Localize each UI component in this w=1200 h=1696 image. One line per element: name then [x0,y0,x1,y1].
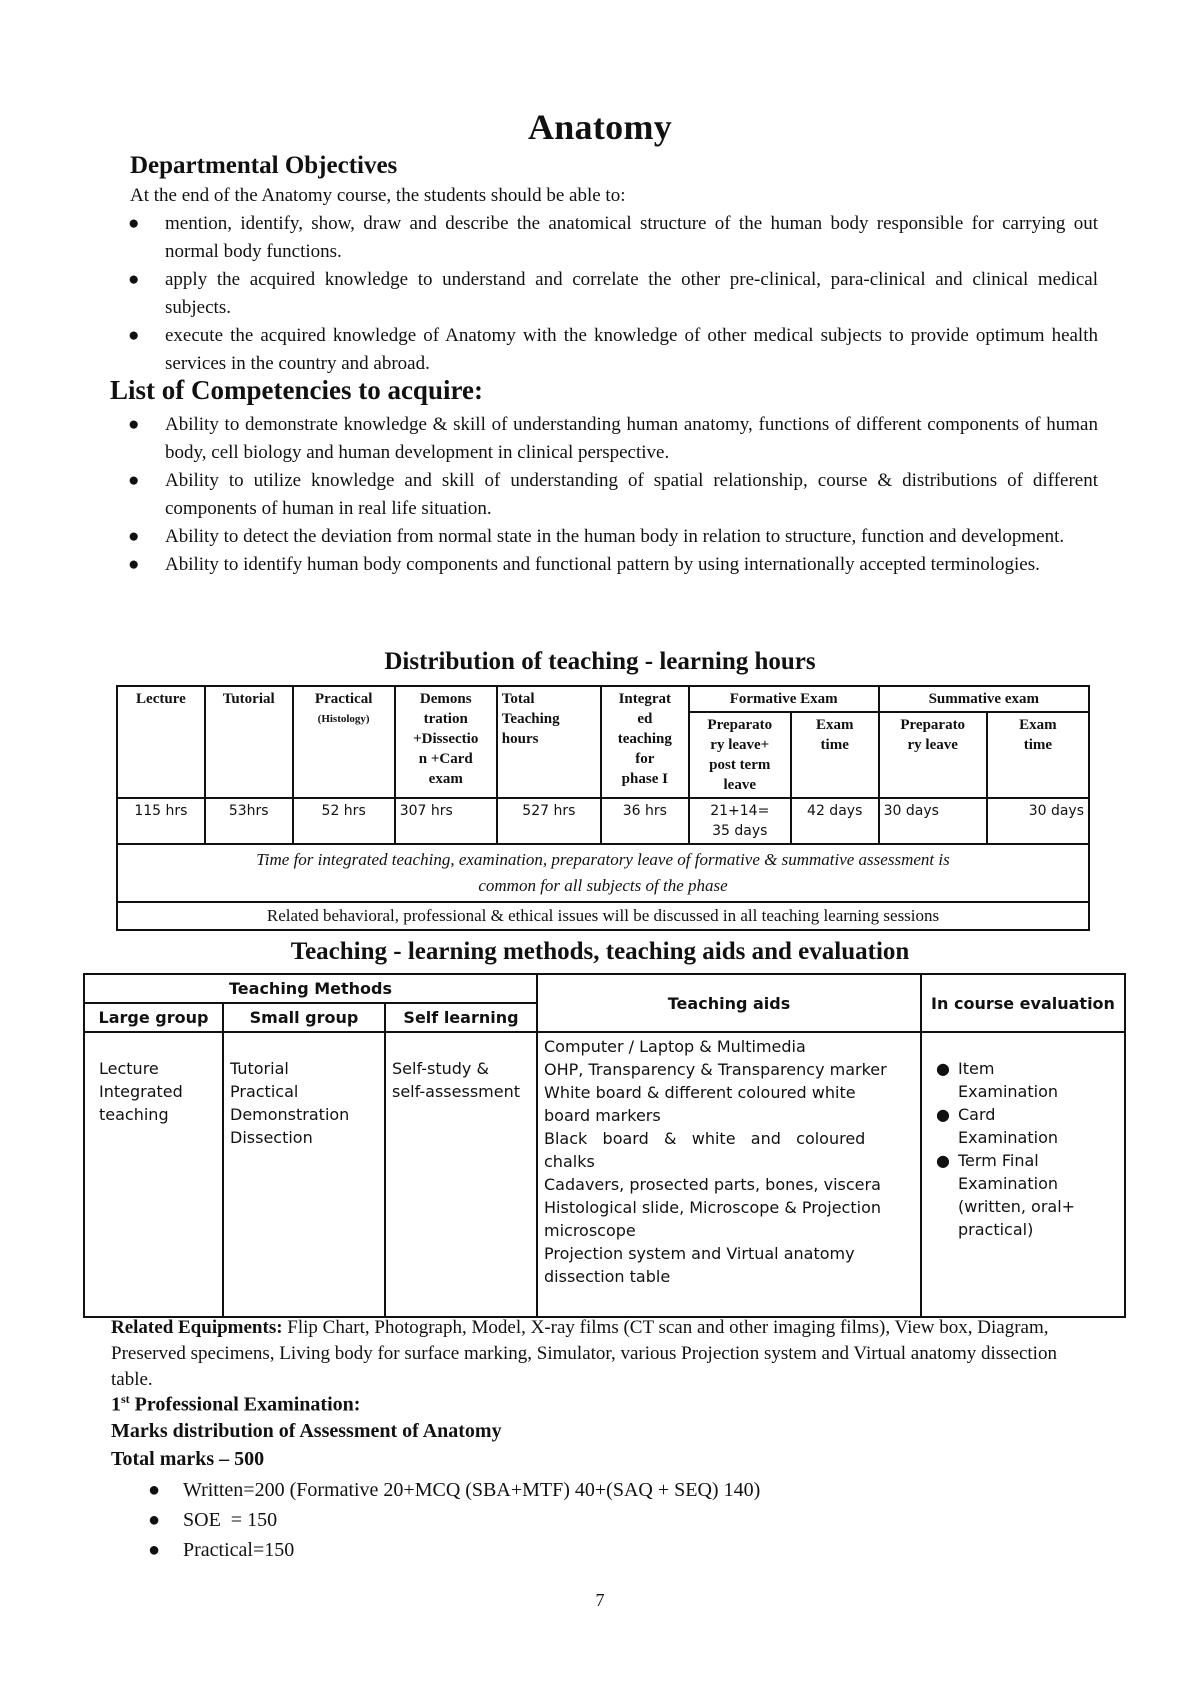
exam-heading: 1st Professional Examination: [111,1392,361,1416]
header-in-course-evaluation: In course evaluation [921,974,1125,1032]
objectives-list [128,210,1098,378]
marks-distribution-heading: Marks distribution of Assessment of Anatomy [111,1420,502,1442]
related-equipments [111,1315,1101,1393]
competencies-list [128,411,1098,579]
bullet-icon: ● [148,1509,161,1531]
header-formative-exam-time: Exam time [791,712,879,798]
cell-lecture: 115 hrs [117,798,205,844]
header-lecture: Lecture [117,686,205,798]
list-item: ● mention, identify, show, draw and describe the anatomical structure of the human body responsible for carrying out normal body functions. [128,210,1098,266]
competencies-heading: List of Competencies to acquire: [110,375,483,405]
bullet-icon: ● [936,1151,950,1170]
objectives-heading: Departmental Objectives [130,152,398,179]
bullet-icon: ● [128,325,140,346]
distribution-table [116,685,1090,931]
bullet-icon: ● [128,526,140,547]
list-item: ● execute the acquired knowledge of Anatomy with the knowledge of other medical subjects to provide optimum health services in the country and abroad. [128,322,1098,378]
bullet-icon: ● [128,554,140,575]
header-small-group: Small group [223,1003,385,1032]
objectives-intro: At the end of the Anatomy course, the students should be able to: [130,185,626,206]
cell-summative-exam: 30 days [987,798,1089,844]
header-practical: Practical (Histology) [293,686,395,798]
table-row [117,844,1089,902]
cell-large-group: Lecture Integrated teaching [84,1032,223,1317]
table-row [117,902,1089,930]
list-item: ● SOE = 150 [148,1505,760,1535]
list-item: ● Written=200 (Formative 20+MCQ (SBA+MTF) 40+(SAQ + SEQ) 140) [148,1475,760,1505]
cell-in-course-evaluation [921,1032,1125,1317]
header-summative-exam-time: Exam time [987,712,1089,798]
header-summative-prep: Preparato ry leave [879,712,987,798]
header-integrated: Integrat ed teaching for phase I [601,686,689,798]
equipments-text: Flip Chart, Photograph, Model, X-ray films (CT scan and other imaging films), View box, Diagram, Preserved specimens, Living body for surface marking, Simulator, various Projection system and Virtual anatomy dissection table. [111,1317,1057,1390]
bullet-icon: ● [128,414,140,435]
cell-teaching-aids: Computer / Laptop & Multimedia OHP, Transparency & Transparency marker White board & different coloured white board markers Black board & white and coloured chalks Cadavers, prosected parts, bones, viscera Histological slide, Microscope & Projection microscope Projection system and Virtual anatomy dissection table [537,1032,921,1317]
page-title: Anatomy [527,107,673,147]
header-summative-exam: Summative exam [879,686,1089,712]
list-item: ● Practical=150 [148,1535,760,1565]
header-formative-exam: Formative Exam [689,686,879,712]
total-marks-heading: Total marks – 500 [111,1448,265,1470]
list-item: ● Ability to detect the deviation from normal state in the human body in relation to structure, function and development. [128,523,1098,551]
marks-list [148,1475,760,1565]
header-formative-prep: Preparato ry leave+ post term leave [689,712,791,798]
header-large-group: Large group [84,1003,223,1032]
list-item: ● Card Examination [936,1105,1059,1147]
header-tutorial: Tutorial [205,686,293,798]
list-item: ● Term Final Examination (written, oral+ practical) [936,1151,1076,1239]
cell-small-group: Tutorial Practical Demonstration Dissection [223,1032,385,1317]
bullet-icon: ● [128,470,140,491]
header-teaching-aids: Teaching aids [537,974,921,1032]
methods-heading: Teaching - learning methods, teaching aids and evaluation [290,938,910,965]
cell-demonstration: 307 hrs [395,798,497,844]
bullet-icon: ● [128,213,140,234]
table-row [84,1032,1125,1317]
header-demonstration: Demons tration +Dissectio n +Card exam [395,686,497,798]
table-row [117,798,1089,844]
header-self-learning: Self learning [385,1003,537,1032]
list-item: ● Item Examination [936,1059,1059,1101]
header-teaching-methods: Teaching Methods [84,974,537,1003]
cell-integrated: 36 hrs [601,798,689,844]
page-number: 7 [595,1590,605,1610]
bullet-icon: ● [936,1059,950,1078]
bullet-icon: ● [148,1539,161,1561]
list-item: ● Ability to identify human body components and functional pattern by using internationally accepted terminologies. [128,551,1098,579]
cell-practical: 52 hrs [293,798,395,844]
bullet-icon: ● [128,269,140,290]
equipments-label: Related Equipments: [111,1317,283,1338]
bullet-icon: ● [936,1105,950,1124]
cell-summative-prep: 30 days [879,798,987,844]
methods-table [83,973,1126,1318]
header-total-hours: Total Teaching hours [497,686,601,798]
list-item: ● apply the acquired knowledge to understand and correlate the other pre-clinical, para-clinical and clinical medical subjects. [128,266,1098,322]
cell-formative-exam: 42 days [791,798,879,844]
list-item: ● Ability to utilize knowledge and skill of understanding of spatial relationship, course & distributions of different components of human in real life situation. [128,467,1098,523]
cell-self-learning: Self-study & self-assessment [385,1032,537,1317]
integrated-time-note: Time for integrated teaching, examination, preparatory leave of formative & summative assessment is common for all subjects of the phase [117,844,1089,902]
cell-tutorial: 53hrs [205,798,293,844]
cell-formative-prep: 21+14= 35 days [689,798,791,844]
behavioral-note: Related behavioral, professional & ethical issues will be discussed in all teaching learning sessions [117,902,1089,930]
bullet-icon: ● [148,1479,161,1501]
evaluation-list [928,1057,1118,1241]
list-item: ● Ability to demonstrate knowledge & skill of understanding human anatomy, functions of different components of human body, cell biology and human development in clinical perspective. [128,411,1098,467]
cell-total: 527 hrs [497,798,601,844]
distribution-heading: Distribution of teaching - learning hours [384,648,816,675]
